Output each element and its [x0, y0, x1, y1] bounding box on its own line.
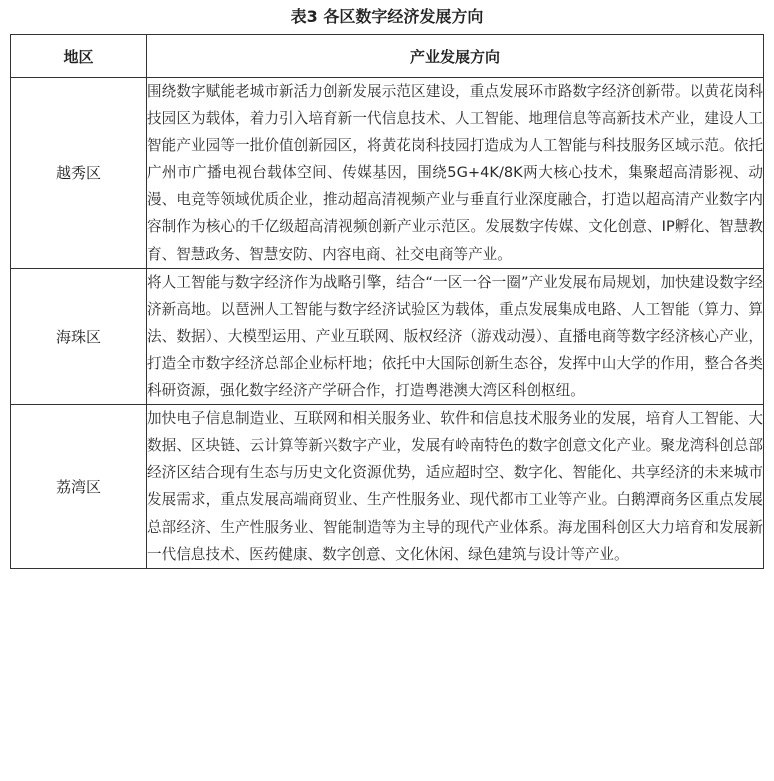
- header-direction: 产业发展方向: [147, 35, 764, 78]
- header-region: 地区: [11, 35, 147, 78]
- region-cell: 荔湾区: [11, 405, 147, 569]
- region-cell: 越秀区: [11, 78, 147, 269]
- table-row: [11, 405, 764, 569]
- direction-cell: 加快电子信息制造业、互联网和相关服务业、软件和信息技术服务业的发展，培育人工智能、大数据、区块链、云计算等新兴数字产业，发展有岭南特色的数字创意文化产业。聚龙湾科创总部经济区结合现有生态与历史文化资源优势，适应超时空、数字化、智能化、共享经济的未来城市发展需求，重点发展高端商贸业、生产性服务业、现代都市工业等产业。白鹅潭商务区重点发展总部经济、生产性服务业、智能制造等为主导的现代产业体系。海龙围科创区大力培育和发展新一代信息技术、医药健康、数字创意、文化休闲、绿色建筑与设计等产业。: [147, 405, 764, 569]
- table-row: [11, 268, 764, 404]
- direction-cell: 将人工智能与数字经济作为战略引擎，结合“一区一谷一圈”产业发展布局规划，加快建设数字经济新高地。以琶洲人工智能与数字经济试验区为载体，重点发展集成电路、人工智能（算力、算法、数据）、大模型运用、产业互联网、版权经济（游戏动漫）、直播电商等数字经济核心产业，打造全市数字经济总部企业标杆地；依托中大国际创新生态谷，发挥中山大学的作用，整合各类科研资源，强化数字经济产学研合作，打造粤港澳大湾区科创枢纽。: [147, 268, 764, 404]
- table-row: [11, 78, 764, 269]
- table-title: 表3 各区数字经济发展方向: [290, 7, 484, 26]
- industry-direction-table: [10, 34, 764, 569]
- region-cell: 海珠区: [11, 268, 147, 404]
- table-header-row: [11, 35, 764, 78]
- direction-cell: 围绕数字赋能老城市新活力创新发展示范区建设，重点发展环市路数字经济创新带。以黄花岗科技园区为载体，着力引入培育新一代信息技术、人工智能、地理信息等高新技术产业，建设人工智能产业园等一批价值创新园区，将黄花岗科技园打造成为人工智能与科技服务区域示范。依托广州市广播电视台载体空间、传媒基因，围绕5G+4K/8K两大核心技术，集聚超高清影视、动漫、电竞等领域优质企业，推动超高清视频产业与垂直行业深度融合，打造以超高清产业数字内容制作为核心的千亿级超高清视频创新产业示范区。发展数字传媒、文化创意、IP孵化、智慧教育、智慧政务、智慧安防、内容电商、社交电商等产业。: [147, 78, 764, 269]
